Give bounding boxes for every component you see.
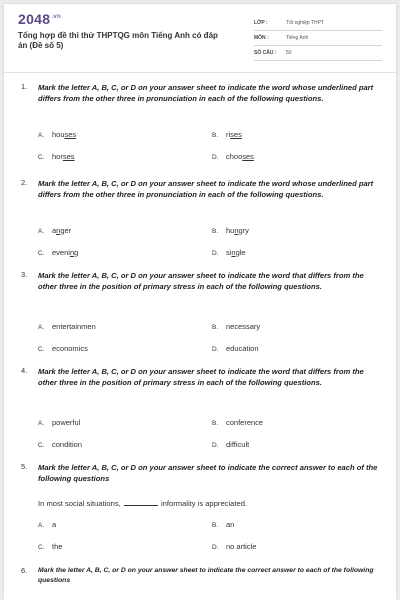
question-number: 6. <box>21 566 28 575</box>
question-instruction: Mark the letter A, B, C, or D on your answer sheet to indicate the word whose underlined part differs from the other three in pronunciation in each of the following questions. <box>38 179 374 199</box>
question-stem: In most social situations, informality is appreciated. <box>38 499 248 508</box>
option-a[interactable]: A. entertainmen <box>38 322 96 331</box>
document-title: Tổng hợp đề thi thử THPTQG môn Tiếng Anh có đáp án (Đề số 5) <box>18 31 218 50</box>
option-b[interactable]: B. an <box>212 520 235 529</box>
question-instruction: Mark the letter A, B, C, or D on your answer sheet to indicate the correct answer to each of the following questions <box>38 463 378 483</box>
meta-grade: LỚP : Tốt nghiệp THPT <box>254 16 382 31</box>
question-number: 4. <box>21 366 28 375</box>
header-divider <box>4 72 396 73</box>
option-c[interactable]: C. horses <box>38 152 75 161</box>
option-d[interactable]: D. difficult <box>212 440 250 449</box>
option-b[interactable]: B. necessary <box>212 322 261 331</box>
option-c[interactable]: C. the <box>38 542 63 551</box>
question-instruction: Mark the letter A, B, C, or D on your answer sheet to indicate the word that differs from the other three in the position of primary stress in each of the following questions. <box>38 367 364 387</box>
question-instruction: Mark the letter A, B, C, or D on your answer sheet to indicate the correct answer to each of the following questions <box>38 567 374 584</box>
option-a[interactable]: A. anger <box>38 226 72 235</box>
option-d[interactable]: D. single <box>212 248 246 257</box>
question-instruction: Mark the letter A, B, C, or D on your answer sheet to indicate the word whose underlined part differs from the other three in pronunciation in each of the following questions. <box>38 83 374 103</box>
site-logo[interactable]: $2048^{.vn}$ <box>18 11 61 27</box>
question-number: 3. <box>21 270 28 279</box>
option-a[interactable]: A. houses <box>38 130 77 139</box>
option-a[interactable]: A. powerful <box>38 418 81 427</box>
option-d[interactable]: D. no article <box>212 542 257 551</box>
question-number: 1. <box>21 82 28 91</box>
meta-subject: MÔN : Tiếng Anh <box>254 31 382 46</box>
option-c[interactable]: C. economics <box>38 344 88 353</box>
document-page <box>4 4 396 600</box>
option-b[interactable]: B. rises <box>212 130 242 139</box>
option-d[interactable]: D. chooses <box>212 152 254 161</box>
question-number: 5. <box>21 462 28 471</box>
option-b[interactable]: B. hungry <box>212 226 249 235</box>
option-b[interactable]: B. conference <box>212 418 264 427</box>
meta-question-count: SỐ CÂU : 50 <box>254 46 382 61</box>
option-c[interactable]: C. evening <box>38 248 79 257</box>
answer-blank <box>124 498 158 506</box>
option-c[interactable]: C. condition <box>38 440 83 449</box>
question-instruction: Mark the letter A, B, C, or D on your answer sheet to indicate the word that differs from the other three in the position of primary stress in each of the following questions. <box>38 271 364 291</box>
document-header <box>4 4 396 74</box>
option-d[interactable]: D. education <box>212 344 259 353</box>
question-number: 2. <box>21 178 28 187</box>
option-a[interactable]: A. a <box>38 520 57 529</box>
